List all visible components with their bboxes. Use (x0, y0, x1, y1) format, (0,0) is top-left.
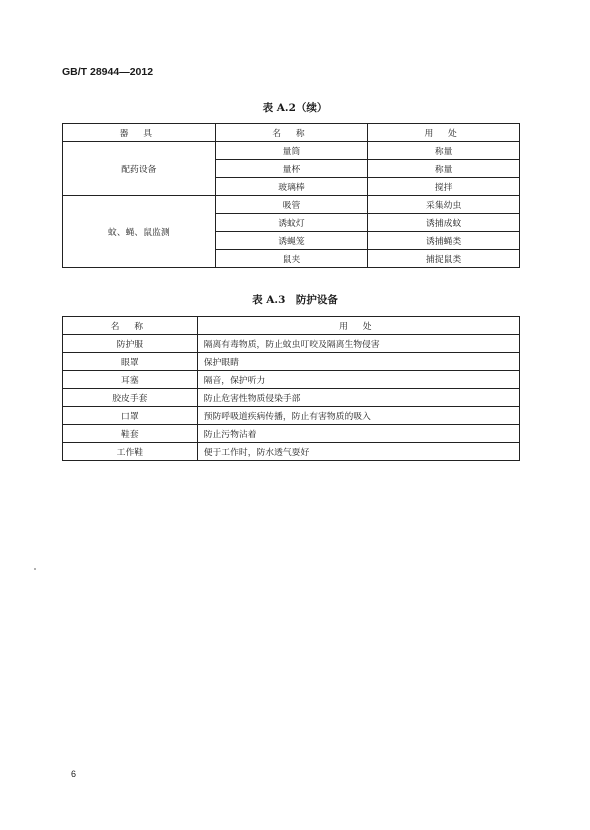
table-row (63, 425, 520, 443)
table-header-row (63, 124, 520, 142)
standard-code: GB/T 28944—2012 (62, 66, 154, 78)
column-header-use: 用 处 (368, 124, 520, 142)
table-a3 (62, 316, 520, 461)
name-cell: 诱蚊灯 (215, 214, 368, 232)
table-row (63, 335, 520, 353)
name-cell: 胶皮手套 (63, 389, 198, 407)
use-cell: 保护眼睛 (197, 353, 519, 371)
use-cell: 隔音，保护听力 (197, 371, 519, 389)
name-cell: 量杯 (215, 160, 368, 178)
use-cell: 称量 (368, 142, 520, 160)
column-header-use: 用 处 (197, 317, 519, 335)
table-row (63, 443, 520, 461)
use-cell: 称量 (368, 160, 520, 178)
name-cell: 防护服 (63, 335, 198, 353)
table-row (63, 371, 520, 389)
name-cell: 吸管 (215, 196, 368, 214)
scan-speck (34, 568, 36, 570)
column-header-name: 名 称 (63, 317, 198, 335)
name-cell: 工作鞋 (63, 443, 198, 461)
name-cell: 量筒 (215, 142, 368, 160)
column-header-category: 器 具 (63, 124, 216, 142)
name-cell: 眼罩 (63, 353, 198, 371)
table-a2 (62, 123, 520, 268)
use-cell: 防止污物沾着 (197, 425, 519, 443)
table-a2-title: 表 A.2（续） (262, 102, 328, 114)
group-category-cell: 配药设备 (63, 142, 216, 196)
page-number: 6 (71, 769, 77, 779)
table-row (63, 389, 520, 407)
use-cell: 便于工作时，防水透气耍好 (197, 443, 519, 461)
table-row (63, 353, 520, 371)
table-row (63, 407, 520, 425)
table-row (63, 196, 520, 214)
table-header-row (63, 317, 520, 335)
table-a3-title: 表 A.3 防护设备 (252, 294, 338, 306)
column-header-name: 名 称 (215, 124, 368, 142)
use-cell: 搅拌 (368, 178, 520, 196)
use-cell: 诱捕蝇类 (368, 232, 520, 250)
use-cell: 诱捕成蚊 (368, 214, 520, 232)
use-cell: 采集幼虫 (368, 196, 520, 214)
table-row (63, 142, 520, 160)
use-cell: 防止危害性物质侵染手部 (197, 389, 519, 407)
name-cell: 鞋套 (63, 425, 198, 443)
use-cell: 隔离有毒物质，防止蚊虫叮咬及隔离生物侵害 (197, 335, 519, 353)
use-cell: 捕捉鼠类 (368, 250, 520, 268)
use-cell: 预防呼吸道疾病传播，防止有害物质的吸入 (197, 407, 519, 425)
name-cell: 诱蝇笼 (215, 232, 368, 250)
name-cell: 耳塞 (63, 371, 198, 389)
group-category-cell: 蚊、蝇、鼠监测 (63, 196, 216, 268)
name-cell: 口罩 (63, 407, 198, 425)
name-cell: 玻璃棒 (215, 178, 368, 196)
name-cell: 鼠夹 (215, 250, 368, 268)
